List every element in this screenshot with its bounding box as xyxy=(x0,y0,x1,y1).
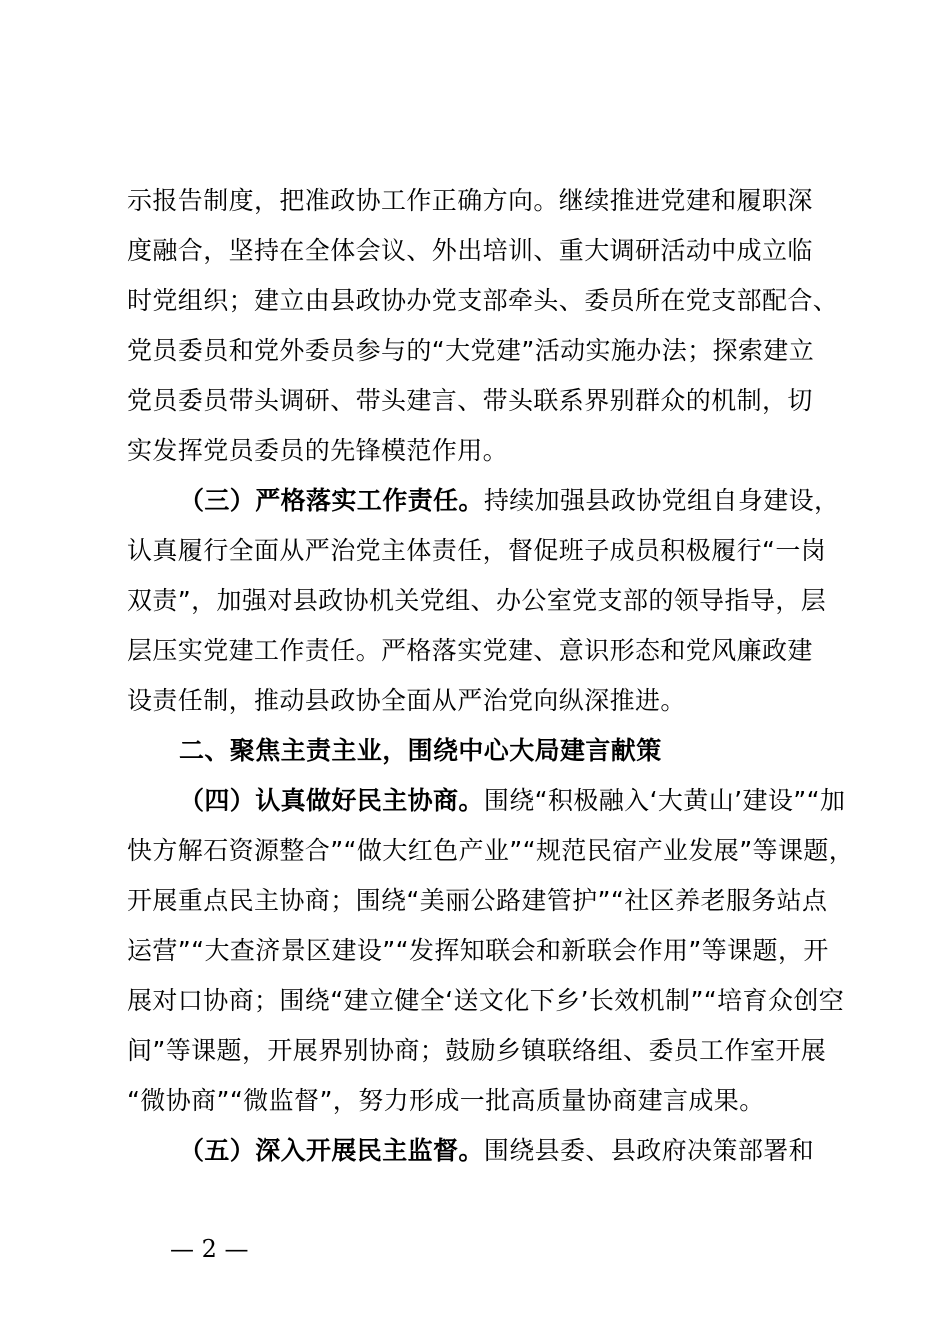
subsection-heading: （三）严格落实工作责任。 xyxy=(179,486,484,515)
paragraph-line: 层压实党建工作责任。严格落实党建、意识形态和党风廉政建 xyxy=(127,636,813,665)
paragraph-line: 度融合，坚持在全体会议、外出培训、重大调研活动中成立临 xyxy=(127,236,813,265)
paragraph-line: “微协商”“微监督”，努力形成一批高质量协商建言成果。 xyxy=(127,1086,765,1115)
paragraph-line: 间”等课题，开展界别协商；鼓励乡镇联络组、委员工作室开展 xyxy=(127,1036,827,1065)
section-heading: 二、聚焦主责主业，围绕中心大局建言献策 xyxy=(179,736,662,765)
paragraph-line: 示报告制度，把准政协工作正确方向。继续推进党建和履职深 xyxy=(127,186,813,215)
paragraph-first-line xyxy=(127,476,857,526)
paragraph-first-line xyxy=(127,776,857,826)
paragraph-line: 时党组织；建立由县政协办党支部牵头、委员所在党支部配合、 xyxy=(127,286,839,315)
paragraph-line: 党员委员和党外委员参与的“大党建”活动实施办法；探索建立 xyxy=(127,336,815,365)
paragraph-text: 持续加强县政协党组自身建设， xyxy=(483,486,840,515)
page-number: — 2 — xyxy=(170,1235,249,1263)
paragraph-line: 快方解石资源整合”“做大红色产业”“规范民宿产业发展”等课题， xyxy=(127,836,855,865)
paragraph-line: 开展重点民主协商；围绕“美丽公路建管护”“社区养老服务站点 xyxy=(127,886,828,915)
paragraph-text: 围绕“积极融入‘大黄山’建设”“加 xyxy=(483,786,846,815)
paragraph-line: 双责”，加强对县政协机关党组、办公室党支部的领导指导，层 xyxy=(127,586,827,615)
subsection-heading: （五）深入开展民主监督。 xyxy=(179,1136,484,1165)
paragraph-line: 党员委员带头调研、带头建言、带头联系界别群众的机制，切 xyxy=(127,386,813,415)
paragraph-line: 运营”“大查济景区建设”“发挥知联会和新联会作用”等课题，开 xyxy=(127,936,829,965)
paragraph-line: 设责任制，推动县政协全面从严治党向纵深推进。 xyxy=(127,686,686,715)
paragraph-line: 实发挥党员委员的先锋模范作用。 xyxy=(127,436,509,465)
body-text xyxy=(127,176,857,1176)
paragraph-line: 认真履行全面从严治党主体责任，督促班子成员积极履行“一岗 xyxy=(127,536,827,565)
paragraph-line: 展对口协商；围绕“建立健全‘送文化下乡’长效机制”“培育众创空 xyxy=(127,986,845,1015)
paragraph-text: 围绕县委、县政府决策部署和 xyxy=(483,1136,815,1165)
subsection-heading: （四）认真做好民主协商。 xyxy=(179,786,484,815)
paragraph-first-line xyxy=(127,1126,857,1176)
